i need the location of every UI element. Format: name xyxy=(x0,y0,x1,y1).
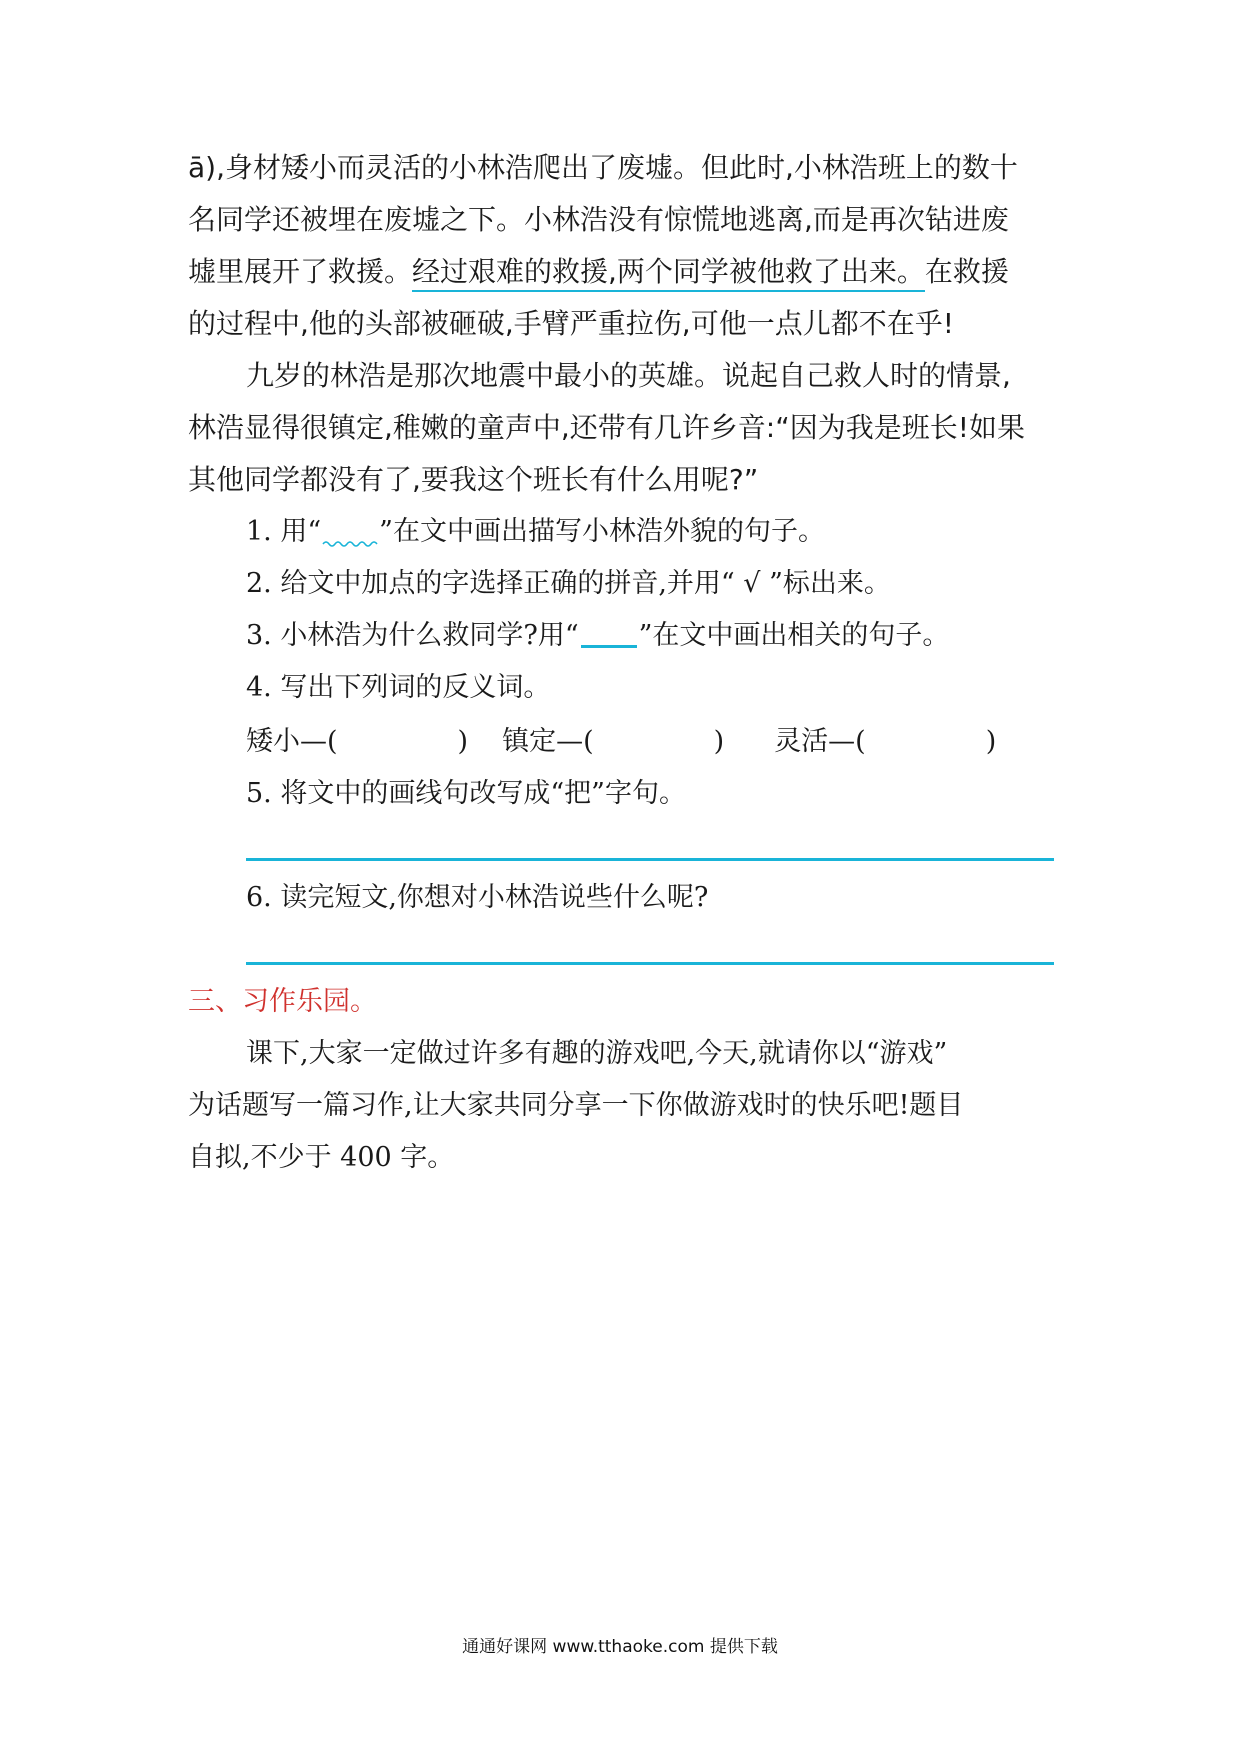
question-text: 1. 用“ xyxy=(246,516,322,547)
paren-close: ) xyxy=(457,726,469,757)
question-6: 6. 读完短文,你想对小林浩说些什么呢? xyxy=(246,882,709,913)
question-5: 5. 将文中的画线句改写成“把”字句。 xyxy=(246,778,686,809)
antonym-word: 镇定—( xyxy=(502,726,594,757)
passage-line-7: 其他同学都没有了,要我这个班长有什么用呢?” xyxy=(188,463,759,496)
passage-text: 墟里展开了救援。 xyxy=(188,255,413,288)
antonym-word: 灵活—( xyxy=(774,726,866,757)
question-4: 4. 写出下列词的反义词。 xyxy=(246,672,551,703)
paren-close: ) xyxy=(713,726,725,757)
section-title: 三、习作乐园。 xyxy=(188,986,377,1017)
section-text-3: 自拟,不少于 400 字。 xyxy=(188,1142,455,1173)
footer-watermark: 通通好课网 www.tthaoke.com 提供下载 xyxy=(462,1637,778,1657)
passage-text: 在救援 xyxy=(924,255,1009,288)
answer-line-6[interactable] xyxy=(246,962,1054,965)
passage-line-5: 九岁的林浩是那次地震中最小的英雄。说起自己救人时的情景, xyxy=(246,359,1011,392)
antonym-word: 矮小—( xyxy=(246,726,338,757)
passage-line-3 xyxy=(188,252,1009,292)
question-text: ”在文中画出描写小林浩外貌的句子。 xyxy=(379,516,825,547)
antonym-item xyxy=(246,726,468,757)
underlined-sentence: 经过艰难的救援,两个同学被他救了出来。 xyxy=(412,255,925,292)
antonym-item xyxy=(502,726,724,757)
question-text: ”在文中画出相关的句子。 xyxy=(638,620,950,651)
question-1 xyxy=(246,512,825,552)
passage-line-2: 名同学还被埋在废墟之下。小林浩没有惊慌地逃离,而是再次钻进废 xyxy=(188,203,1009,236)
straight-line-sample xyxy=(579,624,639,650)
passage-line-4: 的过程中,他的头部被砸破,手臂严重拉伤,可他一点儿都不在乎! xyxy=(188,307,954,340)
section-text-2: 为话题写一篇习作,让大家共同分享一下你做游戏时的快乐吧!题目 xyxy=(188,1090,964,1121)
answer-line-5[interactable] xyxy=(246,858,1054,861)
question-2: 2. 给文中加点的字选择正确的拼音,并用“ √ ”标出来。 xyxy=(246,568,891,599)
antonym-row xyxy=(246,722,996,762)
passage-line-6: 林浩显得很镇定,稚嫩的童声中,还带有几许乡音:“因为我是班长!如果 xyxy=(188,411,1025,444)
passage-line-1: ā),身材矮小而灵活的小林浩爬出了废墟。但此时,小林浩班上的数十 xyxy=(188,151,1018,184)
antonym-item xyxy=(774,726,996,757)
question-3 xyxy=(246,616,949,656)
paren-close: ) xyxy=(985,726,997,757)
wavy-line-sample xyxy=(321,520,379,546)
question-text: 3. 小林浩为什么救同学?用“ xyxy=(246,620,579,651)
section-text-1: 课下,大家一定做过许多有趣的游戏吧,今天,就请你以“游戏” xyxy=(246,1038,948,1069)
